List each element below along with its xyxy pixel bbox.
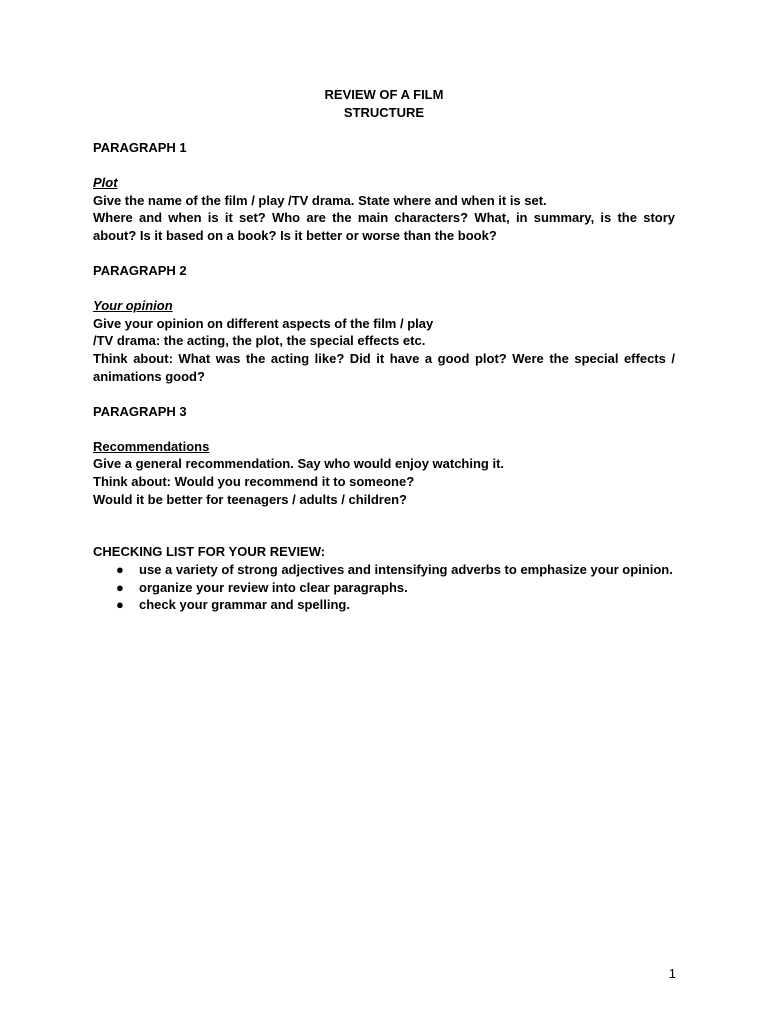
bullet-icon: ● <box>116 579 124 595</box>
paragraph-3-section <box>93 403 675 509</box>
paragraph-1-heading: PARAGRAPH 1 <box>93 139 187 155</box>
checklist-item-text: check your grammar and spelling. <box>139 597 350 613</box>
checklist <box>93 561 675 614</box>
recommendations-instruction-3: Would it be better for teenagers / adults / children? <box>93 491 407 507</box>
checklist-item <box>93 561 675 579</box>
plot-instruction-2: Where and when is it set? Who are the main characters? What, in summary, is the story about? Is it based on a book? Is it better or worse than the book? <box>93 210 675 243</box>
title-line-1: REVIEW OF A FILM <box>324 87 444 102</box>
checklist-item-text: use a variety of strong adjectives and intensifying adverbs to emphasize your opinion. <box>139 562 673 578</box>
checklist-item-text: organize your review into clear paragraphs. <box>139 579 408 595</box>
checklist-section <box>93 543 675 613</box>
title-line-2: STRUCTURE <box>343 104 425 120</box>
recommendations-instruction-1: Give a general recommendation. Say who would enjoy watching it. <box>93 456 505 472</box>
bullet-icon: ● <box>116 597 124 613</box>
recommendations-subheading: Recommendations <box>93 438 210 454</box>
page-number: 1 <box>668 966 676 981</box>
plot-instruction-1: Give the name of the film / play /TV drama. State where and when it is set. <box>93 192 547 208</box>
paragraph-2-heading: PARAGRAPH 2 <box>93 262 187 278</box>
checklist-item <box>93 579 675 597</box>
document-body <box>93 86 675 614</box>
plot-subheading: Plot <box>93 174 118 190</box>
recommendations-instruction-2: Think about: Would you recommend it to someone? <box>93 474 415 490</box>
paragraph-2-section <box>93 262 675 385</box>
opinion-instruction-1: Give your opinion on different aspects of the film / play <box>93 315 434 331</box>
checklist-heading: CHECKING LIST FOR YOUR REVIEW: <box>93 544 326 560</box>
opinion-subheading: Your opinion <box>93 298 173 314</box>
checklist-item <box>93 596 675 614</box>
paragraph-1-section <box>93 139 675 245</box>
opinion-instruction-3: Think about: What was the acting like? Did it have a good plot? Were the special effects / animations good? <box>93 350 675 384</box>
paragraph-3-heading: PARAGRAPH 3 <box>93 403 187 419</box>
opinion-instruction-2: /TV drama: the acting, the plot, the special effects etc. <box>93 333 426 349</box>
bullet-icon: ● <box>116 562 124 578</box>
document-title <box>93 86 675 121</box>
